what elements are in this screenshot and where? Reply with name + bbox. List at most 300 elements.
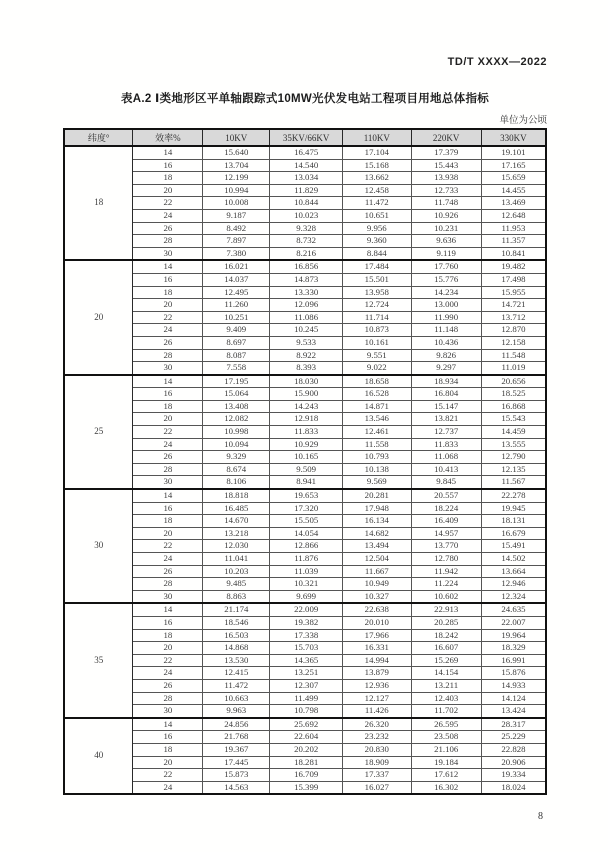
value-cell: 8.941 — [270, 476, 343, 489]
value-cell: 19.945 — [481, 502, 546, 515]
value-cell: 18.909 — [343, 756, 411, 769]
efficiency-cell: 20 — [133, 299, 203, 312]
value-cell: 10.929 — [270, 438, 343, 451]
value-cell: 17.445 — [203, 756, 270, 769]
value-cell: 8.697 — [203, 336, 270, 349]
value-cell: 8.674 — [203, 463, 270, 476]
value-cell: 11.714 — [343, 311, 411, 324]
value-cell: 8.844 — [343, 247, 411, 260]
value-cell: 22.913 — [411, 603, 481, 616]
efficiency-cell: 26 — [133, 336, 203, 349]
latitude-cell: 18 — [64, 146, 133, 260]
value-cell: 10.663 — [203, 692, 270, 705]
value-cell: 9.409 — [203, 324, 270, 337]
table-row — [64, 451, 546, 464]
table-row — [64, 426, 546, 439]
value-cell: 7.558 — [203, 362, 270, 375]
efficiency-cell: 20 — [133, 184, 203, 197]
value-cell: 10.651 — [343, 209, 411, 222]
value-cell: 19.367 — [203, 743, 270, 756]
value-cell: 11.558 — [343, 438, 411, 451]
table-row — [64, 590, 546, 603]
efficiency-cell: 16 — [133, 616, 203, 629]
value-cell: 16.804 — [411, 388, 481, 401]
efficiency-cell: 18 — [133, 515, 203, 528]
value-cell: 10.994 — [203, 184, 270, 197]
value-cell: 13.494 — [343, 540, 411, 553]
value-cell: 12.127 — [343, 692, 411, 705]
efficiency-cell: 28 — [133, 235, 203, 248]
value-cell: 13.555 — [481, 438, 546, 451]
value-cell: 21.174 — [203, 603, 270, 616]
value-cell: 16.027 — [343, 781, 411, 794]
table-row — [64, 654, 546, 667]
efficiency-cell: 22 — [133, 311, 203, 324]
value-cell: 10.873 — [343, 324, 411, 337]
value-cell: 17.948 — [343, 502, 411, 515]
value-cell: 17.195 — [203, 375, 270, 388]
efficiency-cell: 14 — [133, 146, 203, 159]
efficiency-cell: 22 — [133, 426, 203, 439]
table-row — [64, 336, 546, 349]
table-row — [64, 603, 546, 616]
value-cell: 17.612 — [411, 769, 481, 782]
value-cell: 15.269 — [411, 654, 481, 667]
col-header-35kv-66kv: 35KV/66KV — [270, 129, 343, 146]
efficiency-cell: 22 — [133, 540, 203, 553]
value-cell: 24.856 — [203, 718, 270, 731]
table-row — [64, 642, 546, 655]
value-cell: 18.934 — [411, 375, 481, 388]
value-cell: 12.724 — [343, 299, 411, 312]
efficiency-cell: 18 — [133, 743, 203, 756]
doc-code: TD/T XXXX—2022 — [447, 56, 547, 68]
value-cell: 14.037 — [203, 273, 270, 286]
value-cell: 9.297 — [411, 362, 481, 375]
value-cell: 11.357 — [481, 235, 546, 248]
value-cell: 24.635 — [481, 603, 546, 616]
value-cell: 10.949 — [343, 578, 411, 591]
value-cell: 14.243 — [270, 400, 343, 413]
table-row — [64, 578, 546, 591]
value-cell: 19.482 — [481, 260, 546, 273]
value-cell: 28.317 — [481, 718, 546, 731]
value-cell: 18.525 — [481, 388, 546, 401]
value-cell: 13.000 — [411, 299, 481, 312]
efficiency-cell: 30 — [133, 362, 203, 375]
value-cell: 10.841 — [481, 247, 546, 260]
efficiency-cell: 28 — [133, 349, 203, 362]
value-cell: 10.998 — [203, 426, 270, 439]
table-row — [64, 209, 546, 222]
value-cell: 13.821 — [411, 413, 481, 426]
efficiency-cell: 18 — [133, 629, 203, 642]
efficiency-cell: 16 — [133, 502, 203, 515]
efficiency-cell: 14 — [133, 260, 203, 273]
value-cell: 14.563 — [203, 781, 270, 794]
value-cell: 7.897 — [203, 235, 270, 248]
value-cell: 19.184 — [411, 756, 481, 769]
value-cell: 10.203 — [203, 565, 270, 578]
value-cell: 9.119 — [411, 247, 481, 260]
value-cell: 12.648 — [481, 209, 546, 222]
table-row — [64, 731, 546, 744]
value-cell: 18.329 — [481, 642, 546, 655]
table-row — [64, 299, 546, 312]
value-cell: 19.964 — [481, 629, 546, 642]
table-row — [64, 222, 546, 235]
value-cell: 16.503 — [203, 629, 270, 642]
value-cell: 11.942 — [411, 565, 481, 578]
col-header-latitude: 纬度° — [64, 129, 133, 146]
value-cell: 11.990 — [411, 311, 481, 324]
value-cell: 13.938 — [411, 172, 481, 185]
value-cell: 10.008 — [203, 197, 270, 210]
table-row — [64, 692, 546, 705]
value-cell: 20.202 — [270, 743, 343, 756]
value-cell: 9.187 — [203, 209, 270, 222]
efficiency-cell: 14 — [133, 489, 203, 502]
table-row — [64, 184, 546, 197]
value-cell: 11.472 — [343, 197, 411, 210]
value-cell: 12.135 — [481, 463, 546, 476]
value-cell: 11.224 — [411, 578, 481, 591]
value-cell: 9.845 — [411, 476, 481, 489]
value-cell: 9.826 — [411, 349, 481, 362]
value-cell: 9.533 — [270, 336, 343, 349]
value-cell: 18.242 — [411, 629, 481, 642]
table-row — [64, 260, 546, 273]
value-cell: 18.546 — [203, 616, 270, 629]
table-row — [64, 362, 546, 375]
value-cell: 10.327 — [343, 590, 411, 603]
value-cell: 25.692 — [270, 718, 343, 731]
table-row — [64, 489, 546, 502]
value-cell: 16.991 — [481, 654, 546, 667]
value-cell: 12.415 — [203, 667, 270, 680]
value-cell: 11.567 — [481, 476, 546, 489]
value-cell: 9.551 — [343, 349, 411, 362]
efficiency-cell: 22 — [133, 654, 203, 667]
efficiency-cell: 20 — [133, 756, 203, 769]
value-cell: 11.019 — [481, 362, 546, 375]
value-cell: 8.732 — [270, 235, 343, 248]
value-cell: 11.953 — [481, 222, 546, 235]
value-cell: 10.413 — [411, 463, 481, 476]
table-row — [64, 565, 546, 578]
value-cell: 14.234 — [411, 286, 481, 299]
efficiency-cell: 20 — [133, 527, 203, 540]
value-cell: 10.245 — [270, 324, 343, 337]
value-cell: 14.871 — [343, 400, 411, 413]
table-row — [64, 400, 546, 413]
value-cell: 18.030 — [270, 375, 343, 388]
value-cell: 15.064 — [203, 388, 270, 401]
efficiency-cell: 16 — [133, 388, 203, 401]
value-cell: 12.790 — [481, 451, 546, 464]
value-cell: 9.963 — [203, 705, 270, 718]
value-cell: 10.321 — [270, 578, 343, 591]
value-cell: 20.830 — [343, 743, 411, 756]
efficiency-cell: 18 — [133, 286, 203, 299]
value-cell: 14.054 — [270, 527, 343, 540]
value-cell: 12.403 — [411, 692, 481, 705]
value-cell: 16.868 — [481, 400, 546, 413]
table-row — [64, 349, 546, 362]
value-cell: 12.946 — [481, 578, 546, 591]
value-cell: 13.530 — [203, 654, 270, 667]
table-row — [64, 172, 546, 185]
value-cell: 17.337 — [343, 769, 411, 782]
table-row — [64, 629, 546, 642]
value-cell: 15.703 — [270, 642, 343, 655]
value-cell: 9.329 — [203, 451, 270, 464]
value-cell: 14.670 — [203, 515, 270, 528]
col-header-330kv: 330KV — [481, 129, 546, 146]
efficiency-cell: 24 — [133, 324, 203, 337]
value-cell: 14.502 — [481, 553, 546, 566]
value-cell: 12.737 — [411, 426, 481, 439]
table-row — [64, 311, 546, 324]
value-cell: 12.199 — [203, 172, 270, 185]
indicator-table — [63, 128, 547, 795]
value-cell: 12.324 — [481, 590, 546, 603]
table-title: 表A.2 Ⅰ类地形区平单轴跟踪式10MW光伏发电站工程项目用地总体指标 — [120, 93, 490, 105]
efficiency-cell: 30 — [133, 247, 203, 260]
value-cell: 8.216 — [270, 247, 343, 260]
value-cell: 8.492 — [203, 222, 270, 235]
table-row — [64, 679, 546, 692]
value-cell: 8.087 — [203, 349, 270, 362]
value-cell: 12.096 — [270, 299, 343, 312]
efficiency-cell: 24 — [133, 553, 203, 566]
value-cell: 16.475 — [270, 146, 343, 159]
value-cell: 12.780 — [411, 553, 481, 566]
value-cell: 14.873 — [270, 273, 343, 286]
value-cell: 13.424 — [481, 705, 546, 718]
value-cell: 17.104 — [343, 146, 411, 159]
value-cell: 17.498 — [481, 273, 546, 286]
table-row — [64, 553, 546, 566]
header-row — [64, 129, 546, 146]
value-cell: 11.041 — [203, 553, 270, 566]
value-cell: 10.231 — [411, 222, 481, 235]
efficiency-cell: 24 — [133, 667, 203, 680]
value-cell: 11.148 — [411, 324, 481, 337]
value-cell: 20.656 — [481, 375, 546, 388]
value-cell: 10.602 — [411, 590, 481, 603]
value-cell: 19.382 — [270, 616, 343, 629]
efficiency-cell: 26 — [133, 565, 203, 578]
value-cell: 9.360 — [343, 235, 411, 248]
value-cell: 13.704 — [203, 159, 270, 172]
value-cell: 18.818 — [203, 489, 270, 502]
value-cell: 12.307 — [270, 679, 343, 692]
value-cell: 21.106 — [411, 743, 481, 756]
value-cell: 16.134 — [343, 515, 411, 528]
efficiency-cell: 14 — [133, 603, 203, 616]
table-row — [64, 438, 546, 451]
value-cell: 7.380 — [203, 247, 270, 260]
value-cell: 14.682 — [343, 527, 411, 540]
value-cell: 14.540 — [270, 159, 343, 172]
table-row — [64, 781, 546, 794]
latitude-cell: 35 — [64, 603, 133, 717]
value-cell: 11.702 — [411, 705, 481, 718]
value-cell: 14.154 — [411, 667, 481, 680]
value-cell: 20.281 — [343, 489, 411, 502]
value-cell: 9.022 — [343, 362, 411, 375]
value-cell: 17.760 — [411, 260, 481, 273]
value-cell: 16.021 — [203, 260, 270, 273]
efficiency-cell: 16 — [133, 731, 203, 744]
value-cell: 13.330 — [270, 286, 343, 299]
value-cell: 9.328 — [270, 222, 343, 235]
latitude-cell: 25 — [64, 375, 133, 489]
value-cell: 11.548 — [481, 349, 546, 362]
value-cell: 18.024 — [481, 781, 546, 794]
table-row — [64, 705, 546, 718]
value-cell: 10.165 — [270, 451, 343, 464]
table-row — [64, 756, 546, 769]
value-cell: 22.009 — [270, 603, 343, 616]
value-cell: 15.491 — [481, 540, 546, 553]
value-cell: 11.260 — [203, 299, 270, 312]
value-cell: 8.863 — [203, 590, 270, 603]
value-cell: 12.458 — [343, 184, 411, 197]
value-cell: 26.320 — [343, 718, 411, 731]
value-cell: 9.569 — [343, 476, 411, 489]
value-cell: 16.856 — [270, 260, 343, 273]
value-cell: 8.922 — [270, 349, 343, 362]
unit-note: 单位为公顷 — [499, 116, 547, 126]
value-cell: 19.653 — [270, 489, 343, 502]
value-cell: 10.798 — [270, 705, 343, 718]
col-header-efficiency: 效率% — [133, 129, 203, 146]
efficiency-cell: 20 — [133, 413, 203, 426]
table-row — [64, 324, 546, 337]
value-cell: 11.039 — [270, 565, 343, 578]
table-row — [64, 502, 546, 515]
value-cell: 25.229 — [481, 731, 546, 744]
value-cell: 11.833 — [270, 426, 343, 439]
latitude-cell: 20 — [64, 260, 133, 374]
table-row — [64, 375, 546, 388]
value-cell: 11.667 — [343, 565, 411, 578]
value-cell: 14.455 — [481, 184, 546, 197]
efficiency-cell: 28 — [133, 578, 203, 591]
table-row — [64, 616, 546, 629]
value-cell: 14.933 — [481, 679, 546, 692]
table-row — [64, 540, 546, 553]
efficiency-cell: 26 — [133, 222, 203, 235]
value-cell: 12.866 — [270, 540, 343, 553]
value-cell: 15.776 — [411, 273, 481, 286]
value-cell: 12.495 — [203, 286, 270, 299]
value-cell: 11.748 — [411, 197, 481, 210]
efficiency-cell: 28 — [133, 463, 203, 476]
value-cell: 12.461 — [343, 426, 411, 439]
table-row — [64, 159, 546, 172]
value-cell: 10.138 — [343, 463, 411, 476]
table-row — [64, 515, 546, 528]
value-cell: 11.472 — [203, 679, 270, 692]
value-cell: 11.833 — [411, 438, 481, 451]
value-cell: 12.158 — [481, 336, 546, 349]
value-cell: 9.956 — [343, 222, 411, 235]
value-cell: 18.658 — [343, 375, 411, 388]
value-cell: 10.161 — [343, 336, 411, 349]
value-cell: 14.957 — [411, 527, 481, 540]
efficiency-cell: 14 — [133, 375, 203, 388]
efficiency-cell: 14 — [133, 718, 203, 731]
table-row — [64, 247, 546, 260]
efficiency-cell: 18 — [133, 400, 203, 413]
value-cell: 17.484 — [343, 260, 411, 273]
value-cell: 8.106 — [203, 476, 270, 489]
value-cell: 20.906 — [481, 756, 546, 769]
value-cell: 14.721 — [481, 299, 546, 312]
value-cell: 13.546 — [343, 413, 411, 426]
value-cell: 10.926 — [411, 209, 481, 222]
value-cell: 12.082 — [203, 413, 270, 426]
value-cell: 17.966 — [343, 629, 411, 642]
efficiency-cell: 16 — [133, 273, 203, 286]
col-header-220kv: 220KV — [411, 129, 481, 146]
value-cell: 16.331 — [343, 642, 411, 655]
value-cell: 15.147 — [411, 400, 481, 413]
table-row — [64, 769, 546, 782]
value-cell: 11.499 — [270, 692, 343, 705]
value-cell: 12.504 — [343, 553, 411, 566]
efficiency-cell: 18 — [133, 172, 203, 185]
table-row — [64, 197, 546, 210]
efficiency-cell: 30 — [133, 590, 203, 603]
col-header-10kv: 10KV — [203, 129, 270, 146]
value-cell: 17.165 — [481, 159, 546, 172]
table-row — [64, 667, 546, 680]
table-row — [64, 235, 546, 248]
value-cell: 26.595 — [411, 718, 481, 731]
value-cell: 15.955 — [481, 286, 546, 299]
value-cell: 15.399 — [270, 781, 343, 794]
value-cell: 15.443 — [411, 159, 481, 172]
value-cell: 20.557 — [411, 489, 481, 502]
value-cell: 15.543 — [481, 413, 546, 426]
value-cell: 14.994 — [343, 654, 411, 667]
value-cell: 20.010 — [343, 616, 411, 629]
value-cell: 15.501 — [343, 273, 411, 286]
value-cell: 16.302 — [411, 781, 481, 794]
value-cell: 9.485 — [203, 578, 270, 591]
table-row — [64, 413, 546, 426]
value-cell: 13.211 — [411, 679, 481, 692]
latitude-cell: 30 — [64, 489, 133, 603]
value-cell: 10.023 — [270, 209, 343, 222]
value-cell: 11.086 — [270, 311, 343, 324]
table-row — [64, 463, 546, 476]
value-cell: 11.876 — [270, 553, 343, 566]
value-cell: 15.505 — [270, 515, 343, 528]
efficiency-cell: 22 — [133, 197, 203, 210]
value-cell: 12.733 — [411, 184, 481, 197]
col-header-110kv: 110KV — [343, 129, 411, 146]
value-cell: 10.436 — [411, 336, 481, 349]
value-cell: 13.712 — [481, 311, 546, 324]
value-cell: 8.393 — [270, 362, 343, 375]
value-cell: 14.459 — [481, 426, 546, 439]
value-cell: 9.509 — [270, 463, 343, 476]
